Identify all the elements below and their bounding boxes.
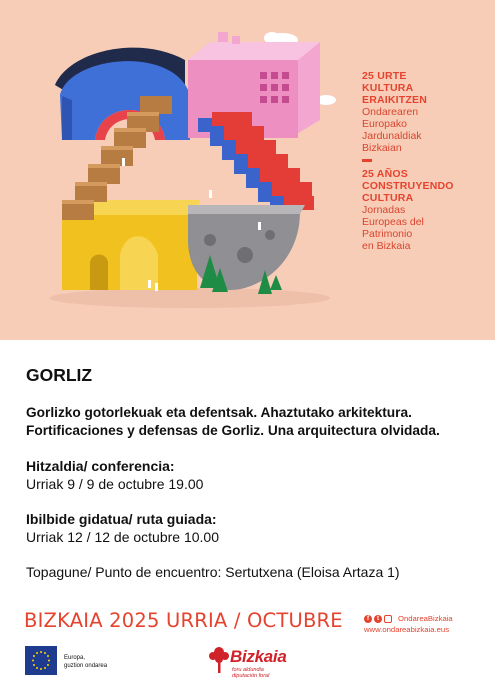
event-title-eu: Gorlizko gotorlekuak eta defentsak. Ahaztutako arkitektura.: [26, 405, 412, 420]
hero-body-es-line: Jornadas: [362, 204, 406, 216]
event-details: [26, 366, 486, 581]
website-link[interactable]: www.ondareabizkaia.eus: [364, 625, 450, 634]
talk-block: [26, 457, 486, 493]
hero-heading-eu: [362, 70, 490, 106]
social-links: [364, 613, 494, 635]
facebook-icon[interactable]: f: [364, 615, 372, 623]
hero-body-eu-line: Europako: [362, 118, 407, 130]
eu-caption: [64, 654, 107, 670]
event-title-es: Fortificaciones y defensas de Gorliz. Una arquitectura olvidada.: [26, 423, 440, 438]
hero-body-es: [362, 204, 490, 252]
hero-body-eu-line: Ondarearen: [362, 106, 419, 118]
tour-datetime: Urriak 12 / 12 de octubre 10.00: [26, 529, 220, 545]
eu-flag-icon: [25, 646, 57, 675]
twitter-icon[interactable]: t: [374, 615, 382, 623]
hero-heading-es-line: CONSTRUYENDO: [362, 180, 454, 192]
bizkaia-subtitle: [232, 667, 269, 679]
tour-heading: Ibilbide gidatua/ ruta guiada:: [26, 511, 217, 527]
meeting-point: Topagune/ Punto de encuentro: Sertutxena (Eloisa Artaza 1): [26, 564, 400, 580]
bizkaia-name: Bizkaia: [230, 647, 287, 666]
talk-datetime: Urriak 9 / 9 de octubre 19.00: [26, 476, 204, 492]
hero-body-eu: [362, 106, 490, 154]
hero-illustration: [0, 0, 495, 340]
tour-block: [26, 510, 486, 546]
hero-body-es-line: Patrimonio: [362, 228, 413, 240]
eu-caption-line: Europa,: [64, 655, 86, 661]
bizkaia-subtitle-line: diputación foral: [232, 673, 270, 679]
hero-heading-es-line: CULTURA: [362, 192, 414, 204]
date-banner: BIZKAIA 2025 URRIA / OCTUBRE: [24, 609, 343, 632]
bizkaia-logo-icon: [208, 645, 230, 675]
hero-heading-eu-line: 25 URTE: [362, 70, 407, 82]
eu-caption-line: guztion ondarea: [64, 663, 108, 669]
hero-heading-es: [362, 168, 490, 204]
hero-heading-eu-line: KULTURA: [362, 82, 414, 94]
hero-caption: [362, 70, 490, 252]
hero-heading-es-line: 25 AÑOS: [362, 168, 408, 180]
bizkaia-logo: [208, 645, 298, 683]
hero-body-eu-line: Bizkaian: [362, 142, 402, 154]
instagram-icon[interactable]: [384, 615, 392, 623]
bizkaia-subtitle-line: foru aldundia: [232, 667, 264, 673]
hero-body-es-line: en Bizkaia: [362, 240, 411, 252]
talk-heading: Hitzaldia/ conferencia:: [26, 458, 175, 474]
place-title: GORLIZ: [26, 365, 93, 385]
divider: [362, 159, 372, 162]
hero-body-eu-line: Jardunaldiak: [362, 130, 422, 142]
social-handle[interactable]: OndareaBizkaia: [398, 614, 453, 623]
hero-heading-eu-line: ERAIKITZEN: [362, 94, 427, 106]
hero-body-es-line: Europeas del: [362, 216, 424, 228]
